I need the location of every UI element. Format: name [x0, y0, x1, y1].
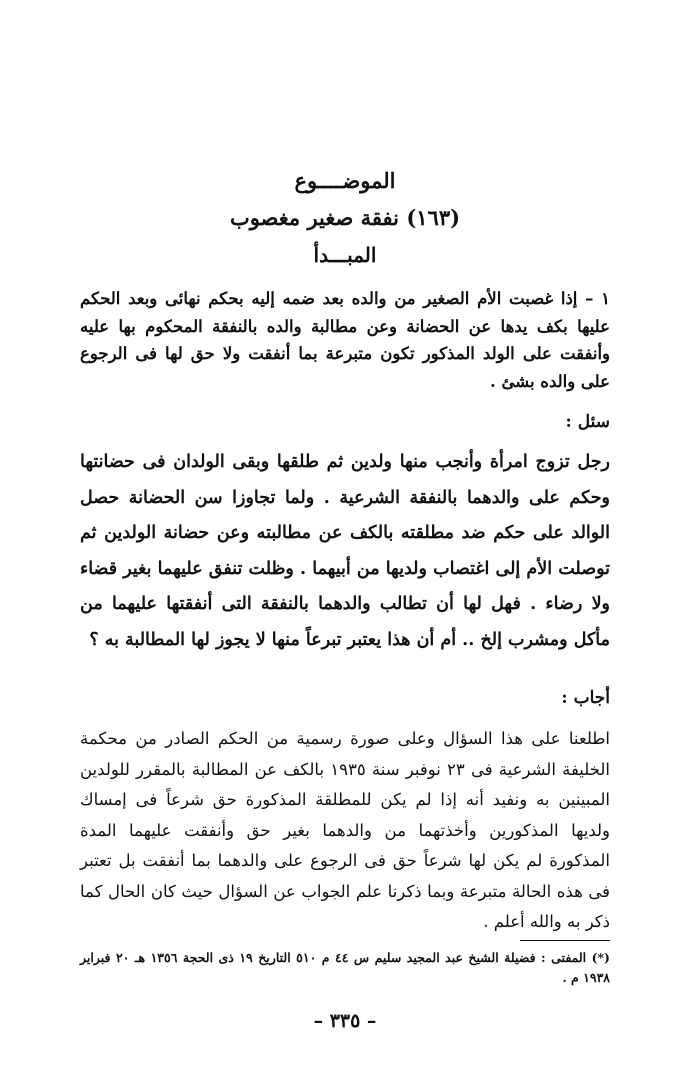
topic-heading: الموضــــوع [294, 168, 396, 193]
question-label: سئل : [565, 412, 610, 432]
principle-heading: المبـــدأ [313, 243, 377, 267]
footnote-divider [520, 940, 610, 941]
page-number: – ٣٣٥ – [313, 1010, 377, 1032]
answer-paragraph: اطلعنا على هذا السؤال وعلى صورة رسمية من الحكم الصادر من محكمة الخليفة الشرعية فى ٢٣ نوفبر سنة ١٩٣٥ بالكف عن المطالبة بالمقرر للولدين المبينين به ونفيد أنه إذا لم يكن للمطلقة المذكورة حق شرعاً فى إمساك ولديها المذكورين وأخذتهما من والدهما بغير حق وأنفقت عليهما المدة المذكورة لم يكن لها شرعاً حق فى الرجوع على والدهما بما أنفقت بل تعتبر فى هذه الحالة متبرعة وبما ذكرنا علم الجواب عن السؤال حيث كان الحال كما ذكر به والله أعلم . [80, 729, 610, 931]
question-paragraph: رجل تزوج امرأة وأنجب منها ولدين ثم طلقها وبقى الولدان فى حضانتها وحكم على والدهما بالنفقة الشرعية . ولما تجاوزا سن الحضانة حصل الوالد على حكم ضد مطلقته بالكف عن مطالبته وعن حضانة الولدين ثم توصلت الأم إلى اغتصاب ولديها من أبيهما . وظلت تنفق عليهما بغير قضاء ولا رضاء . فهل لها أن تطالب والدهما بالنفقة التى أنفقتها عليهما من مأكل ومشرب إلخ .. أم أن هذا يعتبر تبرعاً منها لا يجوز لها المطالبة به ؟ [80, 452, 610, 650]
fatwa-title: (١٦٣) نفقة صغير مغصوب [229, 205, 461, 230]
footnote: (*) المفتى : فضيلة الشيخ عبد المجيد سليم س ٤٤ م ٥١٠ التاريخ ١٩ ذى الحجة ١٣٥٦ هـ ٢٠ فبراير ١٩٣٨ م . [80, 950, 610, 985]
principle-paragraph: ١ – إذا غصبت الأم الصغير من والده بعد ضمه إليه بحكم نهائى وبعد الحكم عليها بكف يدها عن الحضانة وعن مطالبة والده بالنفقة المحكوم بها عليه وأنفقت على الولد المذكور تكون متبرعة بما أنفقت ولا حق لها فى الرجوع على والده بشئ . [80, 289, 610, 391]
answer-label: أجاب : [561, 688, 610, 708]
document-page [80, 0, 610, 1081]
